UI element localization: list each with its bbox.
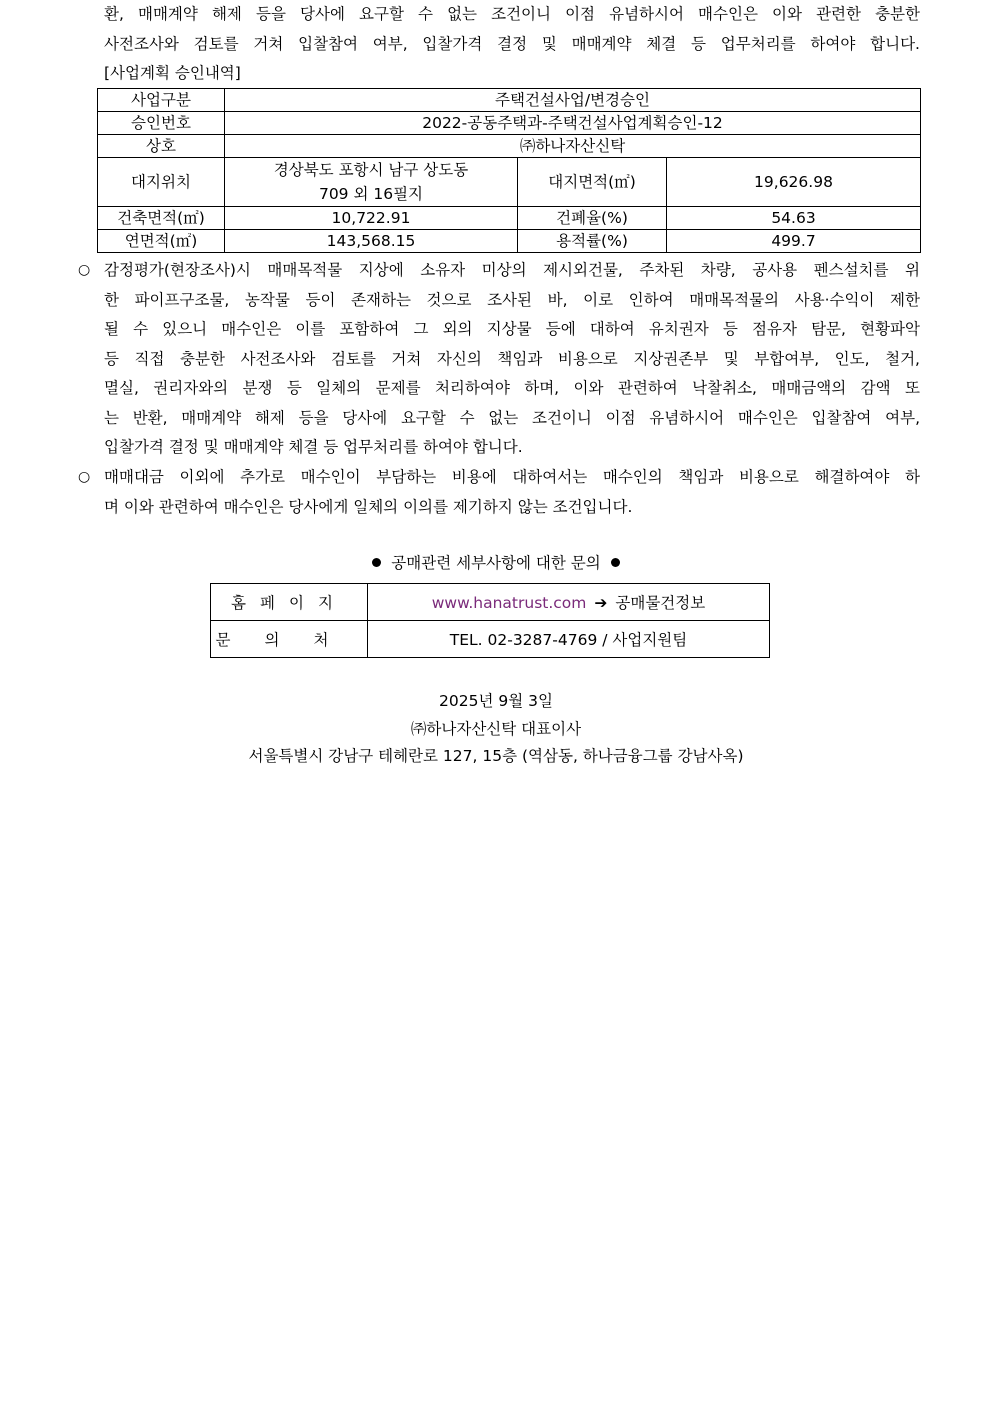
contact-table — [210, 583, 770, 658]
table-row — [98, 112, 921, 135]
approval-caption: [사업계획 승인내역] — [104, 64, 241, 82]
paragraph-line: 환, 매매계약 해제 등을 당사에 요구할 수 없는 조건이니 이점 유념하시어 매수인은 이와 관련한 충분한 — [104, 5, 920, 23]
bullet-marker: ○ — [78, 469, 91, 485]
bullet-paragraph — [104, 256, 920, 463]
paragraph-line: 며 이와 관련하여 매수인은 당사에게 일체의 이의를 제기하지 않는 조건입니다. — [104, 497, 633, 516]
paragraph-line: 입찰가격 결정 및 매매계약 체결 등 업무처리를 하여야 합니다. — [104, 438, 523, 456]
paragraph-line: 될 수 있으니 매수인은 이를 포함하여 그 외의 지상물 등에 대하여 유치권자 등 점유자 탐문, 현황파악 — [104, 320, 920, 338]
far-value: 499.7 — [667, 230, 921, 253]
site-location-line: 709 외 16필지 — [318, 185, 424, 203]
approval-no-value: 2022-공동주택과-주택건설사업계획승인-12 — [225, 112, 921, 135]
paragraph-line: 멸실, 권리자와의 분쟁 등 일체의 문제를 처리하여야 하며, 이와 관련하여 낙찰취소, 매매금액의 감액 또 — [104, 379, 920, 397]
paragraph-line: 한 파이프구조물, 농작물 등이 존재하는 것으로 조사된 바, 이로 인하여 매매목적물의 사용·수익이 제한 — [104, 290, 920, 309]
building-area-label: 건축면적(㎡) — [98, 207, 225, 230]
paragraph-line: 감정평가(현장조사)시 매매목적물 지상에 소유자 미상의 제시외건물, 주차된 차량, 공사용 펜스설치를 위 — [104, 261, 920, 279]
site-area-value: 19,626.98 — [667, 158, 921, 207]
table-row — [98, 89, 921, 112]
company-label: 상호 — [98, 135, 225, 158]
inquiry-heading — [0, 551, 992, 575]
floor-area-value: 143,568.15 — [225, 230, 518, 253]
table-row — [98, 135, 921, 158]
contact-label: 문의처 — [211, 621, 368, 658]
paragraph-line: 사전조사와 검토를 거쳐 입찰참여 여부, 입찰가격 결정 및 매매계약 체결 등 업무처리를 하여야 합니다. — [104, 34, 920, 53]
business-type-value: 주택건설사업/변경승인 — [225, 89, 921, 112]
top-paragraph — [104, 0, 920, 89]
table-row — [98, 158, 921, 207]
table-row — [211, 584, 770, 621]
footer-address: 서울특별시 강남구 테헤란로 127, 15층 (역삼동, 하나금융그룹 강남사옥) — [248, 747, 744, 765]
site-area-label: 대지면적(㎡) — [518, 158, 667, 207]
approval-no-label: 승인번호 — [98, 112, 225, 135]
arrow-right-icon: ➔ — [594, 594, 608, 612]
paragraph-line: 등 직접 충분한 사전조사와 검토를 거쳐 자신의 책임과 비용으로 지상권존부 및 부합여부, 인도, 철거, — [104, 349, 920, 368]
homepage-value — [368, 584, 770, 621]
site-location-label: 대지위치 — [98, 158, 225, 207]
table-row — [98, 207, 921, 230]
approval-table — [97, 88, 921, 253]
company-value: ㈜하나자산신탁 — [225, 135, 921, 158]
bullet-dot-icon — [372, 558, 381, 567]
inquiry-heading-text: 공매관련 세부사항에 대한 문의 — [391, 554, 601, 572]
building-area-value: 10,722.91 — [225, 207, 518, 230]
business-type-label: 사업구분 — [98, 89, 225, 112]
coverage-value: 54.63 — [667, 207, 921, 230]
bullet-paragraph — [104, 463, 920, 522]
table-row — [211, 621, 770, 658]
homepage-label: 홈페이지 — [211, 584, 368, 621]
homepage-suffix: 공매물건정보 — [615, 594, 706, 612]
far-label: 용적률(%) — [518, 230, 667, 253]
footer-company: ㈜하나자산신탁 대표이사 — [410, 720, 582, 738]
paragraph-line: 매매대금 이외에 추가로 매수인이 부담하는 비용에 대하여서는 매수인의 책임과 비용으로 해결하여야 하 — [104, 468, 920, 486]
site-location-line: 경상북도 포항시 남구 상도동 — [273, 161, 469, 179]
coverage-label: 건폐율(%) — [518, 207, 667, 230]
contact-value: TEL. 02-3287-4769 / 사업지원팀 — [368, 621, 770, 658]
bullet-marker: ○ — [78, 262, 91, 278]
paragraph-line: 는 반환, 매매계약 해제 등을 당사에 요구할 수 없는 조건이니 이점 유념하시어 매수인은 입찰참여 여부, — [104, 408, 920, 427]
table-row — [98, 230, 921, 253]
floor-area-label: 연면적(㎡) — [98, 230, 225, 253]
footer-date: 2025년 9월 3일 — [439, 692, 553, 710]
bullet-dot-icon — [611, 558, 620, 567]
site-location-value — [225, 158, 518, 207]
homepage-link[interactable]: www.hanatrust.com — [431, 594, 587, 612]
